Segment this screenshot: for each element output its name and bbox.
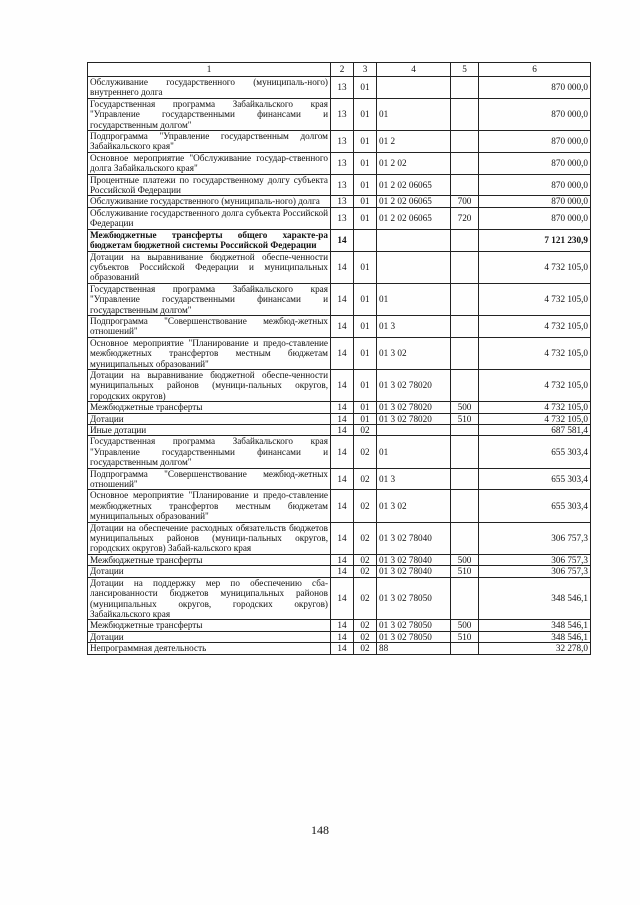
row-name-cell: Дотации на обеспечение расходных обязательств бюджетов муниципальных районов (муници-пальных округов, городских округов) Забай-кальского края: [88, 522, 331, 554]
row-expense-type-cell: 510: [451, 631, 479, 642]
row-target-article-cell: 01 3 02 78050: [377, 631, 451, 642]
row-amount-cell: 4 732 105,0: [479, 402, 591, 413]
row-amount-cell: 655 303,4: [479, 436, 591, 468]
row-subsection-cell: 01: [354, 152, 377, 174]
row-name-cell: Дотации: [88, 566, 331, 577]
row-name-cell: Межбюджетные трансферты: [88, 554, 331, 565]
row-amount-cell: 870 000,0: [479, 98, 591, 130]
table-row: [88, 436, 591, 468]
row-expense-type-cell: 720: [451, 207, 479, 229]
column-header: 2: [331, 63, 354, 77]
budget-table: [87, 62, 591, 655]
row-target-article-cell: 01 3 02 78040: [377, 522, 451, 554]
row-section-cell: 13: [331, 77, 354, 99]
row-expense-type-cell: [451, 251, 479, 283]
row-expense-type-cell: [451, 369, 479, 401]
row-target-article-cell: 01 2 02: [377, 152, 451, 174]
row-name-cell: Дотации на поддержку мер по обеспечению сба-лансированности бюджетов муниципальных районов (муниципальных округов, городских округов) Забайкальского края: [88, 577, 331, 620]
table-row: [88, 251, 591, 283]
row-name-cell: Дотации на выравнивание бюджетной обеспе-ченности муниципальных районов (муници-пальных округов, городских округов): [88, 369, 331, 401]
row-subsection-cell: 01: [354, 98, 377, 130]
row-amount-cell: 348 546,1: [479, 631, 591, 642]
row-name-cell: Межбюджетные трансферты общего характе-ра бюджетам бюджетной системы Российской Федерации: [88, 229, 331, 251]
row-expense-type-cell: [451, 315, 479, 337]
row-subsection-cell: 02: [354, 468, 377, 490]
table-row: [88, 490, 591, 522]
row-name-cell: Иные дотации: [88, 425, 331, 436]
row-name-cell: Межбюджетные трансферты: [88, 620, 331, 631]
table-row: [88, 413, 591, 424]
row-subsection-cell: 01: [354, 174, 377, 196]
row-section-cell: 14: [331, 620, 354, 631]
row-subsection-cell: 01: [354, 369, 377, 401]
row-expense-type-cell: [451, 490, 479, 522]
row-target-article-cell: [377, 229, 451, 251]
table-row: [88, 369, 591, 401]
row-section-cell: 14: [331, 413, 354, 424]
row-expense-type-cell: [451, 425, 479, 436]
table-row: [88, 577, 591, 620]
row-target-article-cell: 01 2 02 06065: [377, 174, 451, 196]
row-amount-cell: 4 732 105,0: [479, 283, 591, 315]
column-header: 1: [88, 63, 331, 77]
row-expense-type-cell: 500: [451, 554, 479, 565]
row-amount-cell: 4 732 105,0: [479, 251, 591, 283]
row-target-article-cell: 01 2 02 06065: [377, 196, 451, 207]
row-expense-type-cell: 510: [451, 413, 479, 424]
row-amount-cell: 870 000,0: [479, 152, 591, 174]
table-row: [88, 425, 591, 436]
row-section-cell: 14: [331, 577, 354, 620]
row-section-cell: 13: [331, 152, 354, 174]
row-target-article-cell: 01 3 02 78040: [377, 554, 451, 565]
row-subsection-cell: 01: [354, 413, 377, 424]
row-target-article-cell: 01: [377, 98, 451, 130]
row-expense-type-cell: [451, 522, 479, 554]
row-name-cell: Государственная программа Забайкальского края "Управление государственными финансами и государственным долгом": [88, 283, 331, 315]
row-name-cell: Обслуживание государственного долга субъекта Российской Федерации: [88, 207, 331, 229]
row-name-cell: Дотации: [88, 631, 331, 642]
row-name-cell: Государственная программа Забайкальского края "Управление государственными финансами и государственным долгом": [88, 98, 331, 130]
row-target-article-cell: 01 3 02: [377, 490, 451, 522]
table-row: [88, 643, 591, 654]
column-header: 4: [377, 63, 451, 77]
row-name-cell: Обслуживание государственного (муниципаль-ного) долга: [88, 196, 331, 207]
column-header: 3: [354, 63, 377, 77]
table-row: [88, 337, 591, 369]
row-amount-cell: 870 000,0: [479, 131, 591, 153]
row-section-cell: 14: [331, 425, 354, 436]
row-section-cell: 13: [331, 207, 354, 229]
row-subsection-cell: 01: [354, 402, 377, 413]
row-amount-cell: 348 546,1: [479, 620, 591, 631]
row-expense-type-cell: [451, 131, 479, 153]
row-section-cell: 14: [331, 554, 354, 565]
row-target-article-cell: [377, 251, 451, 283]
row-subsection-cell: 02: [354, 566, 377, 577]
table-row: [88, 631, 591, 642]
row-expense-type-cell: 700: [451, 196, 479, 207]
table-row: [88, 283, 591, 315]
row-expense-type-cell: [451, 152, 479, 174]
row-expense-type-cell: [451, 337, 479, 369]
row-section-cell: 14: [331, 283, 354, 315]
row-target-article-cell: 01 3: [377, 468, 451, 490]
row-target-article-cell: 01 3 02: [377, 337, 451, 369]
row-amount-cell: 306 757,3: [479, 554, 591, 565]
row-section-cell: 14: [331, 229, 354, 251]
row-name-cell: Дотации на выравнивание бюджетной обеспе-ченности субъектов Российской Федерации и муниципальных образований: [88, 251, 331, 283]
row-name-cell: Основное мероприятие "Планирование и предо-ставление межбюджетных трансфертов местным бюджетам муниципальных образований": [88, 490, 331, 522]
row-subsection-cell: 02: [354, 620, 377, 631]
row-subsection-cell: 01: [354, 207, 377, 229]
row-section-cell: 13: [331, 196, 354, 207]
row-section-cell: 14: [331, 468, 354, 490]
column-header: 5: [451, 63, 479, 77]
row-amount-cell: 870 000,0: [479, 77, 591, 99]
row-target-article-cell: [377, 425, 451, 436]
row-subsection-cell: 01: [354, 283, 377, 315]
table-row: [88, 402, 591, 413]
row-amount-cell: 306 757,3: [479, 566, 591, 577]
row-section-cell: 14: [331, 522, 354, 554]
row-name-cell: Процентные платежи по государственному долгу субъекта Российской Федерации: [88, 174, 331, 196]
row-subsection-cell: 01: [354, 315, 377, 337]
row-amount-cell: 4 732 105,0: [479, 315, 591, 337]
table-row: [88, 207, 591, 229]
row-subsection-cell: 01: [354, 337, 377, 369]
row-expense-type-cell: [451, 436, 479, 468]
table-row: [88, 152, 591, 174]
table-row: [88, 620, 591, 631]
row-subsection-cell: 02: [354, 643, 377, 654]
row-name-cell: Непрограммная деятельность: [88, 643, 331, 654]
row-amount-cell: 4 732 105,0: [479, 413, 591, 424]
row-name-cell: Государственная программа Забайкальского края "Управление государственными финансами и государственным долгом": [88, 436, 331, 468]
row-section-cell: 14: [331, 490, 354, 522]
table-row: [88, 522, 591, 554]
row-target-article-cell: 01 3 02 78050: [377, 620, 451, 631]
table-row: [88, 468, 591, 490]
row-target-article-cell: 01 2 02 06065: [377, 207, 451, 229]
row-target-article-cell: 01: [377, 283, 451, 315]
table-row: [88, 131, 591, 153]
row-expense-type-cell: [451, 283, 479, 315]
row-target-article-cell: 01 3 02 78050: [377, 577, 451, 620]
row-expense-type-cell: [451, 77, 479, 99]
row-section-cell: 14: [331, 631, 354, 642]
table-row: [88, 554, 591, 565]
row-amount-cell: 655 303,4: [479, 490, 591, 522]
row-amount-cell: 870 000,0: [479, 207, 591, 229]
row-amount-cell: 348 546,1: [479, 577, 591, 620]
table-row: [88, 174, 591, 196]
row-target-article-cell: 01 3 02 78020: [377, 413, 451, 424]
row-section-cell: 14: [331, 251, 354, 283]
row-amount-cell: 4 732 105,0: [479, 369, 591, 401]
row-subsection-cell: 02: [354, 577, 377, 620]
row-amount-cell: 4 732 105,0: [479, 337, 591, 369]
row-amount-cell: 870 000,0: [479, 174, 591, 196]
row-subsection-cell: 02: [354, 425, 377, 436]
table-row: [88, 196, 591, 207]
row-amount-cell: 687 581,4: [479, 425, 591, 436]
row-subsection-cell: 02: [354, 490, 377, 522]
row-section-cell: 14: [331, 436, 354, 468]
row-section-cell: 14: [331, 369, 354, 401]
table-row: [88, 229, 591, 251]
row-amount-cell: 306 757,3: [479, 522, 591, 554]
row-target-article-cell: 01 3: [377, 315, 451, 337]
page-number: 148: [311, 823, 329, 837]
row-amount-cell: 870 000,0: [479, 196, 591, 207]
table-row: [88, 315, 591, 337]
row-target-article-cell: [377, 77, 451, 99]
row-section-cell: 14: [331, 402, 354, 413]
row-section-cell: 13: [331, 174, 354, 196]
row-subsection-cell: 01: [354, 77, 377, 99]
row-section-cell: 14: [331, 315, 354, 337]
row-expense-type-cell: 510: [451, 566, 479, 577]
row-expense-type-cell: [451, 174, 479, 196]
row-subsection-cell: 01: [354, 131, 377, 153]
row-expense-type-cell: [451, 643, 479, 654]
row-target-article-cell: 01 3 02 78020: [377, 402, 451, 413]
row-subsection-cell: 02: [354, 436, 377, 468]
row-expense-type-cell: [451, 229, 479, 251]
table-header-row: [88, 63, 591, 77]
row-section-cell: 14: [331, 566, 354, 577]
row-subsection-cell: 02: [354, 522, 377, 554]
row-target-article-cell: 01 3 02 78020: [377, 369, 451, 401]
row-target-article-cell: 88: [377, 643, 451, 654]
row-name-cell: Подпрограмма "Управление государственным долгом Забайкальского края": [88, 131, 331, 153]
row-section-cell: 13: [331, 131, 354, 153]
row-subsection-cell: [354, 229, 377, 251]
row-expense-type-cell: 500: [451, 620, 479, 631]
row-name-cell: Обслуживание государственного (муниципаль-ного) внутреннего долга: [88, 77, 331, 99]
row-expense-type-cell: 500: [451, 402, 479, 413]
row-expense-type-cell: [451, 98, 479, 130]
row-subsection-cell: 02: [354, 631, 377, 642]
row-name-cell: Подпрограмма "Совершенствование межбюд-жетных отношений": [88, 468, 331, 490]
row-target-article-cell: 01: [377, 436, 451, 468]
table-row: [88, 566, 591, 577]
row-name-cell: Дотации: [88, 413, 331, 424]
table-row: [88, 98, 591, 130]
column-header: 6: [479, 63, 591, 77]
row-name-cell: Основное мероприятие "Планирование и предо-ставление межбюджетных трансфертов местным бюджетам муниципальных образований": [88, 337, 331, 369]
row-name-cell: Подпрограмма "Совершенствование межбюд-жетных отношений": [88, 315, 331, 337]
row-section-cell: 14: [331, 337, 354, 369]
row-amount-cell: 7 121 230,9: [479, 229, 591, 251]
table-row: [88, 77, 591, 99]
row-target-article-cell: 01 2: [377, 131, 451, 153]
row-target-article-cell: 01 3 02 78040: [377, 566, 451, 577]
row-amount-cell: 32 278,0: [479, 643, 591, 654]
row-expense-type-cell: [451, 468, 479, 490]
row-subsection-cell: 01: [354, 196, 377, 207]
row-subsection-cell: 02: [354, 554, 377, 565]
row-name-cell: Основное мероприятие "Обслуживание государ-ственного долга Забайкальского края": [88, 152, 331, 174]
row-subsection-cell: 01: [354, 251, 377, 283]
row-section-cell: 14: [331, 643, 354, 654]
row-expense-type-cell: [451, 577, 479, 620]
row-name-cell: Межбюджетные трансферты: [88, 402, 331, 413]
row-section-cell: 13: [331, 98, 354, 130]
row-amount-cell: 655 303,4: [479, 468, 591, 490]
